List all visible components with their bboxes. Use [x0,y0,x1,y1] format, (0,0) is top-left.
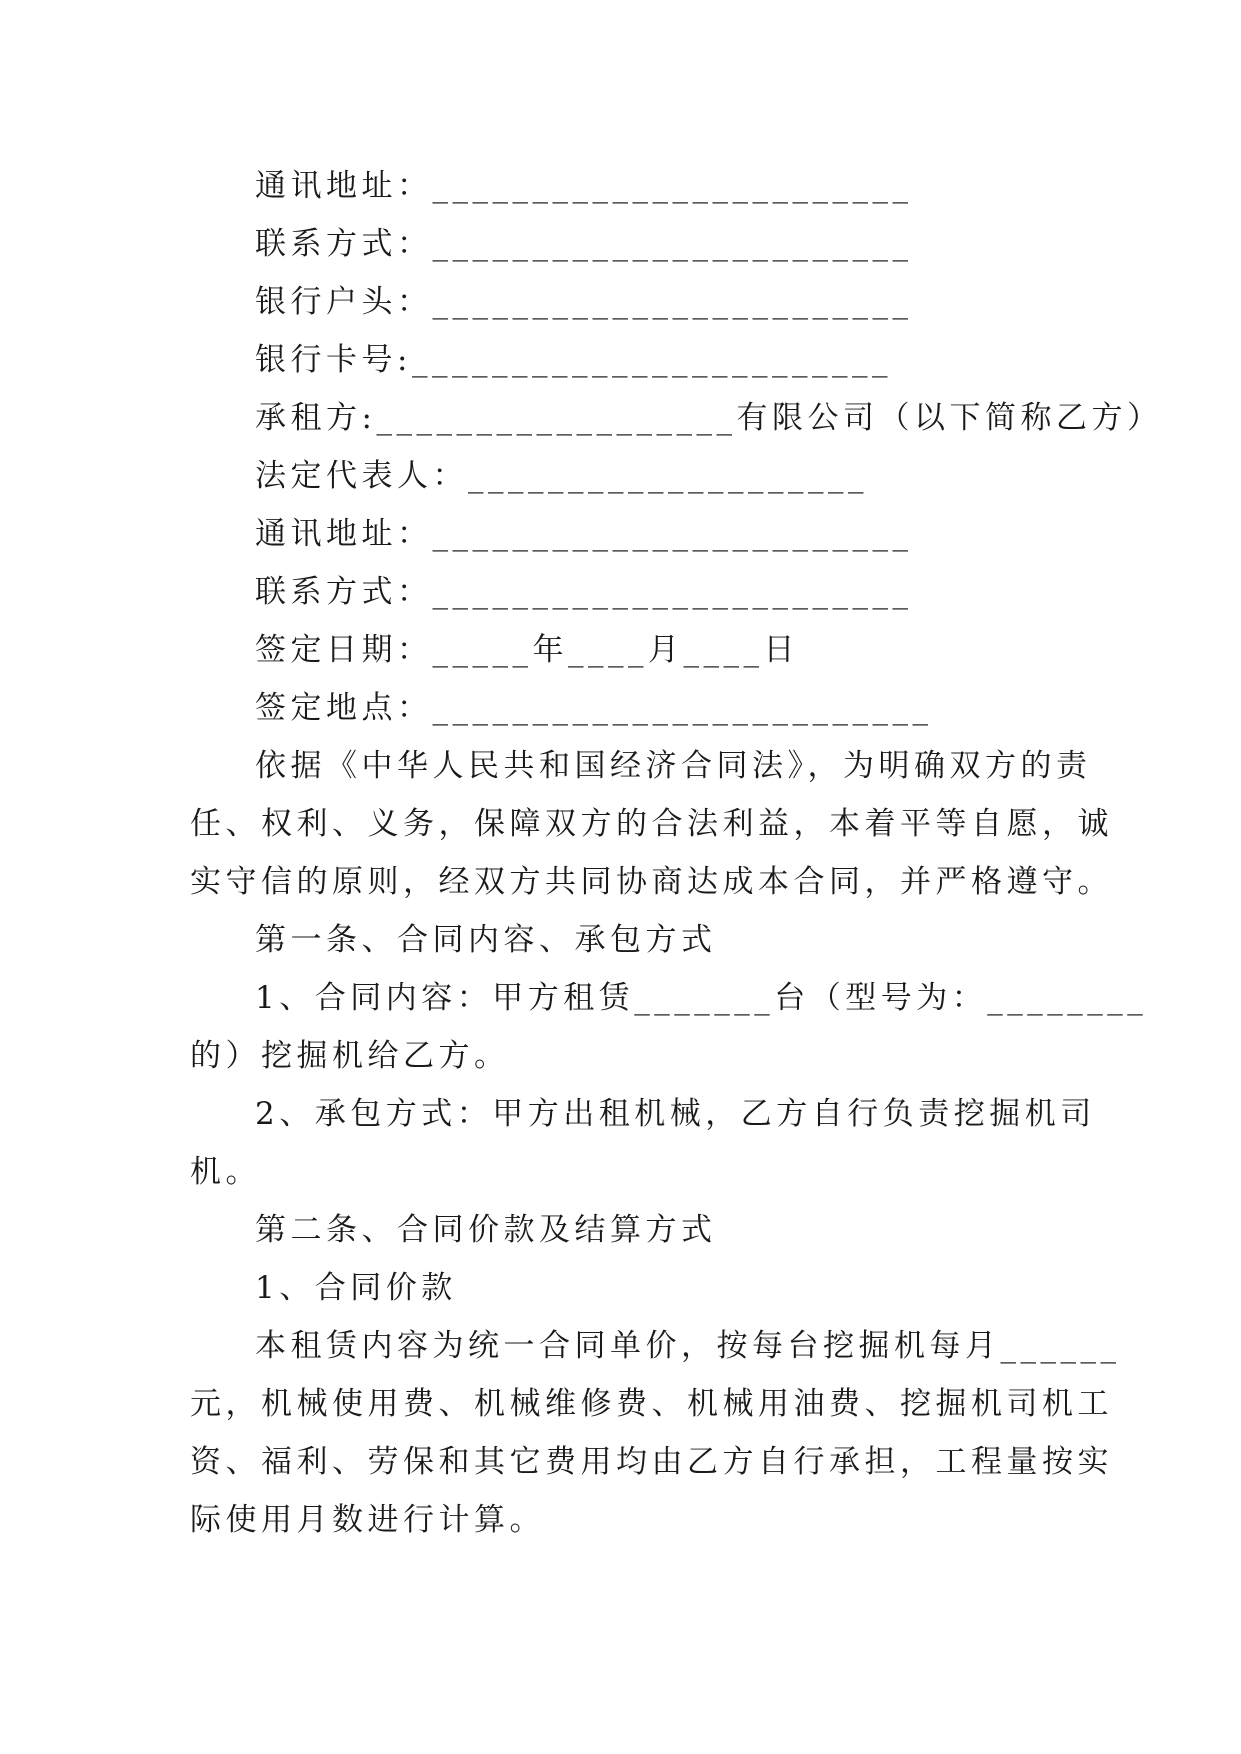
lessee-line: 承租方:__________________有限公司（以下简称乙方） [255,400,1163,436]
lessee-address-line: 通讯地址：________________________ [255,516,913,552]
contracting-method-line: 2、承包方式：甲方出租机械，乙方自行负责挖掘机司 [255,1096,1096,1132]
signing-date-line: 签定日期：_____年____月____日 [255,632,799,668]
preamble-paragraph-line: 依据《中华人民共和国经济合同法》，为明确双方的责 [255,748,1092,784]
contract-content-line: 的）挖掘机给乙方。 [190,1038,510,1074]
preamble-paragraph-line: 实守信的原则，经双方共同协商达成本合同，并严格遵守。 [190,864,1113,900]
preamble-paragraph-line: 任、权利、义务，保障双方的合法利益，本着平等自愿，诚 [190,806,1113,842]
contracting-method-line: 机。 [190,1154,261,1190]
bank-card-number-line: 银行卡号:________________________ [255,342,892,378]
price-paragraph-line: 元，机械使用费、机械维修费、机械用油费、挖掘机司机工 [190,1386,1113,1422]
price-paragraph-line: 本租赁内容为统一合同单价，按每台挖掘机每月______ [255,1328,1121,1364]
contract-price-heading: 1、合同价款 [255,1270,457,1306]
signing-place-line: 签定地点：_________________________ [255,690,933,726]
lessor-contact-line: 联系方式：________________________ [255,226,913,262]
legal-representative-line: 法定代表人：____________________ [255,458,868,494]
bank-account-name-line: 银行户头：________________________ [255,284,913,320]
lessor-address-line: 通讯地址：________________________ [255,168,913,204]
contract-content-line: 1、合同内容：甲方租赁_______台（型号为：________ [255,980,1148,1016]
article-one-heading: 第一条、合同内容、承包方式 [255,922,717,958]
lessee-contact-line: 联系方式：________________________ [255,574,913,610]
price-paragraph-line: 际使用月数进行计算。 [190,1502,545,1538]
price-paragraph-line: 资、福利、劳保和其它费用均由乙方自行承担，工程量按实 [190,1444,1113,1480]
article-two-heading: 第二条、合同价款及结算方式 [255,1212,717,1248]
